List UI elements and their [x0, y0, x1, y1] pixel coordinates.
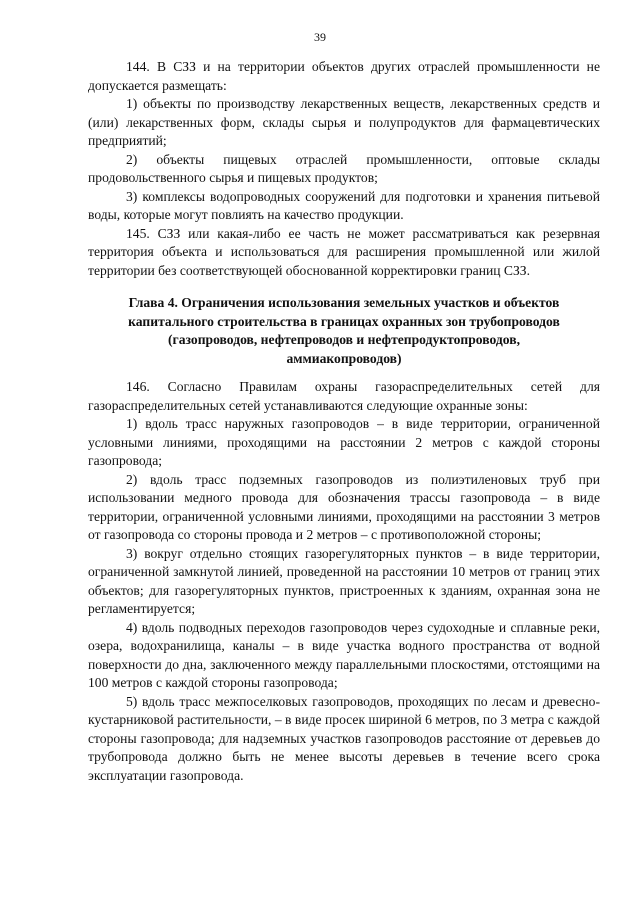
list-item-144-1: 1) объекты по производству лекарственных веществ, лекарственных средств и (или) лекарственных форм, склады сырья и полупродуктов для фармацевтических предприятий;: [88, 96, 600, 148]
paragraph-146: 146. Согласно Правилам охраны газораспределительных сетей для газораспределительных сетей устанавливаются следующие охранные зоны:: [88, 379, 600, 413]
page-content: [88, 58, 600, 785]
chapter-heading-line: капитального строительства в границах охранных зон трубопроводов: [128, 313, 560, 329]
list-item-146-5: 5) вдоль трасс межпоселковых газопроводов, проходящих по лесам и древесно-кустарниковой растительности, – в виде просек шириной 6 метров, по 3 метра с каждой стороны газопровода; для надземных участков газопроводов расстояние от деревьев до трубопровода должно быть не менее высоты деревьев в течение всего срока эксплуатации газопровода.: [88, 693, 600, 783]
paragraph-144: 144. В СЗЗ и на территории объектов других отраслей промышленности не допускается размещать:: [88, 59, 600, 93]
chapter-heading-line: Глава 4. Ограничения использования земельных участков и объектов: [128, 295, 560, 310]
page-number: 39: [314, 30, 326, 44]
list-item-146-1: 1) вдоль трасс наружных газопроводов – в виде территории, ограниченной условными линиями, проходящими на расстоянии 2 метров с каждой стороны газопровода;: [88, 416, 600, 468]
paragraph-145: 145. СЗЗ или какая-либо ее часть не может рассматриваться как резервная территория объекта и использоваться для расширения промышленной или жилой территории без соответствующей обоснованной корректировки границ СЗЗ.: [88, 225, 600, 278]
chapter-heading: [88, 294, 600, 368]
list-item-146-2: 2) вдоль трасс подземных газопроводов из полиэтиленовых труб при использовании медного провода для обозначения трассы газопровода – в виде территории, ограниченной условными линиями, проходящими на расстоянии 3 метров от газопровода со стороны провода и 2 метров – с противоположной стороны;: [88, 471, 600, 542]
list-item-146-3: 3) вокруг отдельно стоящих газорегуляторных пунктов – в виде территории, ограниченной замкнутой линией, проведенной на расстоянии 10 метров от границ этих объектов; для газорегуляторных пунктов, пристроенных к зданиям, охранная зона не регламентируется;: [88, 545, 600, 616]
chapter-heading-line: (газопроводов, нефтепроводов и нефтепродуктопроводов,: [168, 332, 520, 347]
list-item-144-3: 3) комплексы водопроводных сооружений для подготовки и хранения питьевой воды, которые могут повлиять на качество продукции.: [88, 188, 600, 222]
list-item-146-4: 4) вдоль подводных переходов газопроводов через судоходные и сплавные реки, озера, водохранилища, каналы – в виде участка водного пространства от водной поверхности до дна, заключенного между параллельными плоскостями, отстоящими на 100 метров с каждой стороны газопровода;: [88, 619, 600, 690]
chapter-heading-line: аммиакопроводов): [286, 350, 402, 366]
list-item-144-2: 2) объекты пищевых отраслей промышленности, оптовые склады продовольственного сырья и пищевых продуктов;: [88, 151, 600, 185]
